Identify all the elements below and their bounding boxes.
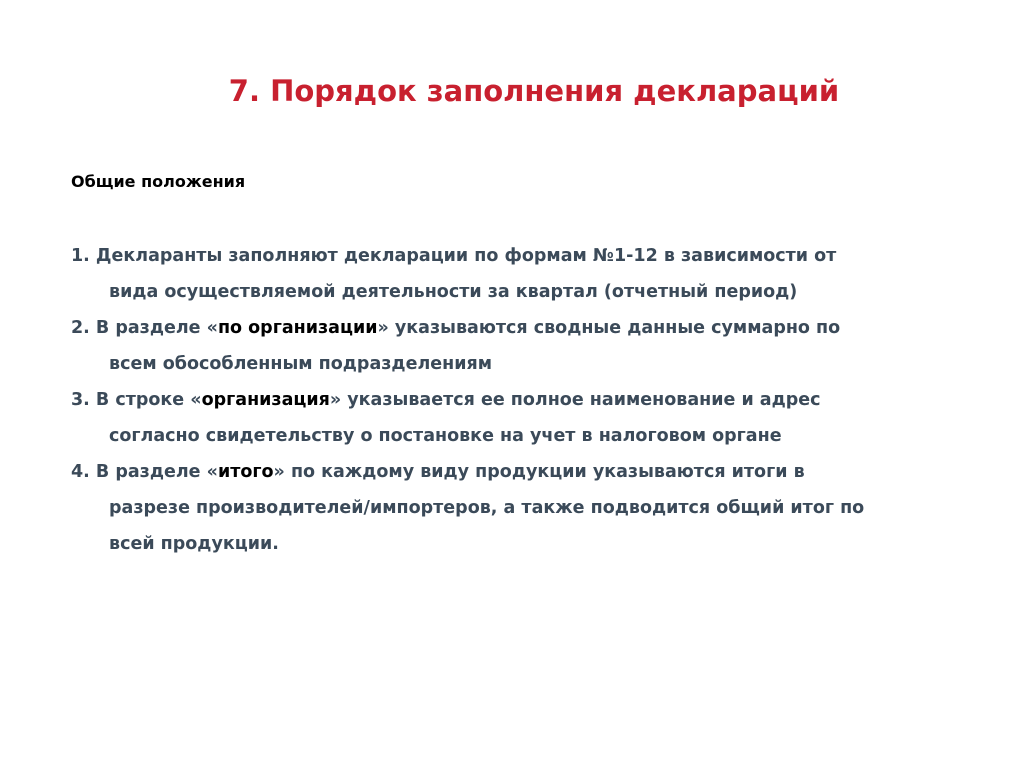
- list-item: [71, 382, 971, 454]
- item-text-line2: вида осуществляемой деятельности за квартал (отчетный период): [109, 282, 798, 302]
- item-text-line1: 1. Декларанты заполняют декларации по формам №1-12 в зависимости от: [71, 246, 837, 266]
- item-highlight: организация: [201, 390, 330, 410]
- item-text-line3: всей продукции.: [109, 534, 279, 554]
- item-prefix: 4. В разделе «: [71, 462, 218, 482]
- item-prefix: 3. В строке «: [71, 390, 202, 410]
- item-highlight: итого: [217, 462, 274, 482]
- item-text-line2: разрезе производителей/импортеров, а также подводится общий итог по: [109, 498, 865, 518]
- item-text-line2: всем обособленным подразделениям: [109, 354, 493, 374]
- declaration-rules-list: [71, 238, 971, 562]
- item-suffix: » указываются сводные данные суммарно по: [377, 318, 841, 338]
- list-item: [71, 238, 971, 310]
- slide-title: 7. Порядок заполнения деклараций: [228, 74, 840, 108]
- list-item: [71, 454, 971, 562]
- item-text-line2: согласно свидетельству о постановке на учет в налоговом органе: [109, 426, 782, 446]
- item-suffix: » по каждому виду продукции указываются итоги в: [273, 462, 805, 482]
- item-suffix: » указывается ее полное наименование и адрес: [329, 390, 821, 410]
- section-heading: Общие положения: [71, 172, 246, 191]
- item-prefix: 2. В разделе «: [71, 318, 218, 338]
- list-item: [71, 310, 971, 382]
- item-highlight: по организации: [217, 318, 378, 338]
